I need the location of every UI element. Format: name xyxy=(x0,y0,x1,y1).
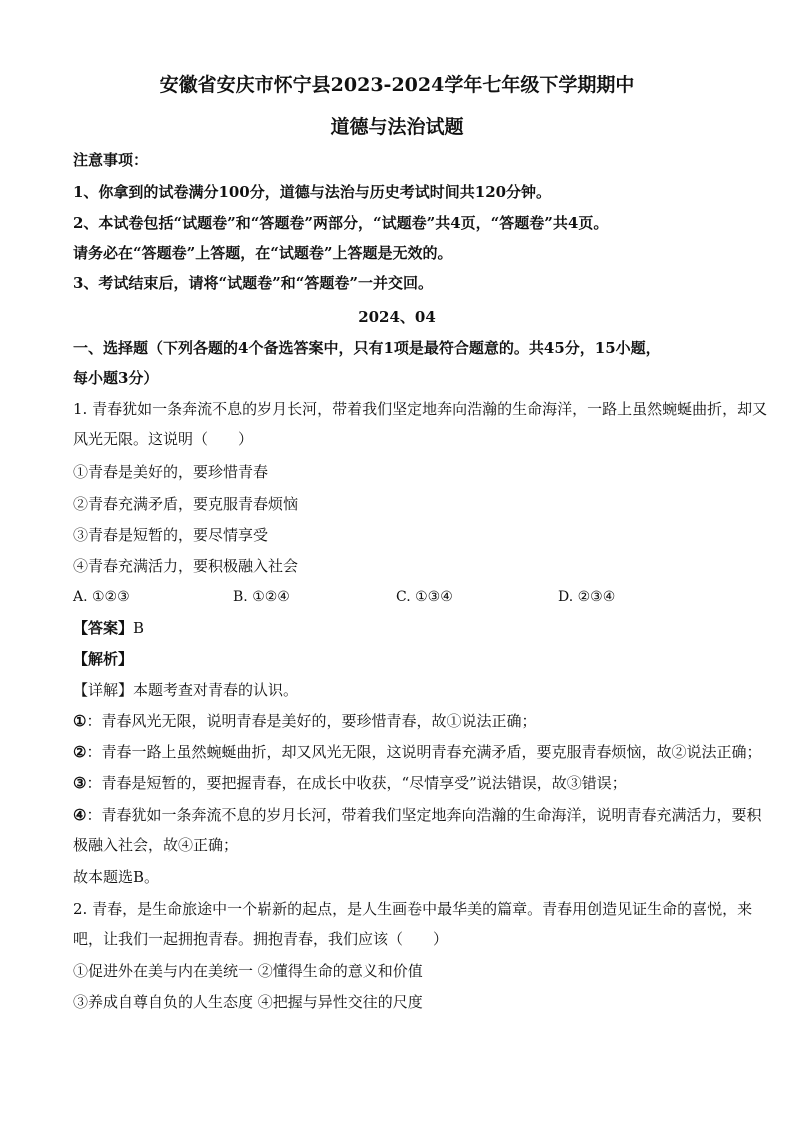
analysis-tag: 【解析】 xyxy=(73,650,134,668)
explanation-3 xyxy=(73,773,627,793)
explanation-3-text: ：青春是短暂的，要把握青春，在成长中收获，“尽情享受”说法错误，故③错误； xyxy=(86,774,627,792)
explanation-2-text: ：青春一路上虽然蜿蜒曲折，却又风光无限，这说明青春充满矛盾，要克服青春烦恼，故②说法正确； xyxy=(86,743,762,761)
question-1-option-d: D. ②③④ xyxy=(558,589,616,605)
answer-tag: 【答案】 xyxy=(73,619,134,637)
explanation-4-text: ：青春犹如一条奔流不息的岁月长河，带着我们坚定地奔向浩瀚的生命海洋，说明青春充满活力，要积 xyxy=(86,806,762,824)
answer-value: B xyxy=(133,619,145,637)
question-1-conclusion: 故本题选B。 xyxy=(73,868,160,886)
exam-subject-title: 道德与法治试题 xyxy=(330,116,464,138)
question-1-answer xyxy=(73,618,144,638)
question-2-statements-1-2: ①促进外在美与内在美统一 ②懂得生命的意义和价值 xyxy=(73,962,423,980)
detail-text: 本题考查对青春的认识。 xyxy=(133,681,299,699)
detail-tag: 【详解】 xyxy=(73,681,134,699)
question-2-stem-continued: 吧，让我们一起拥抱青春。拥抱青春，我们应该（ ） xyxy=(73,930,449,948)
explanation-1-text: ：青春风光无限，说明青春是美好的，要珍惜青春，故①说法正确； xyxy=(86,712,537,730)
note-item-3: 3、考试结束后，请将“试题卷”和“答题卷”一并交回。 xyxy=(73,274,433,292)
note-item-2-continued: 请务必在“答题卷”上答题，在“试题卷”上答题是无效的。 xyxy=(73,244,453,262)
question-1-statement-3: ③青春是短暂的，要尽情享受 xyxy=(73,526,269,544)
notes-heading: 注意事项： xyxy=(73,151,149,169)
question-1-statement-2: ②青春充满矛盾，要克服青春烦恼 xyxy=(73,495,299,513)
question-1-option-a: A. ①②③ xyxy=(73,589,130,605)
explanation-1 xyxy=(73,711,536,731)
section-title-continued: 每小题3分） xyxy=(73,369,159,387)
question-1-option-c: C. ①③④ xyxy=(396,589,453,605)
question-1-statement-1: ①青春是美好的，要珍惜青春 xyxy=(73,463,269,481)
question-2-stem: 2. 青春，是生命旅途中一个崭新的起点，是人生画卷中最华美的篇章。青春用创造见证生命的喜悦，来 xyxy=(73,900,753,918)
question-1-stem-continued: 风光无限。这说明（ ） xyxy=(73,430,254,448)
explanation-2-mark: ② xyxy=(73,743,87,761)
explanation-2 xyxy=(73,742,761,762)
question-1-statement-4: ④青春充满活力，要积极融入社会 xyxy=(73,557,299,575)
question-2-statements-3-4: ③养成自尊自负的人生态度 ④把握与异性交往的尺度 xyxy=(73,993,423,1011)
exam-title: 安徽省安庆市怀宁县2023-2024学年七年级下学期期中 xyxy=(159,74,635,96)
question-1-stem: 1. 青春犹如一条奔流不息的岁月长河，带着我们坚定地奔向浩瀚的生命海洋，一路上虽然蜿蜒曲折，却又 xyxy=(73,400,768,418)
question-1-option-b: B. ①②④ xyxy=(233,589,290,605)
note-item-1: 1、你拿到的试卷满分100分，道德与法治与历史考试时间共120分钟。 xyxy=(73,183,552,201)
note-item-2: 2、本试卷包括“试题卷”和“答题卷”两部分，“试题卷”共4页，“答题卷”共4页。 xyxy=(73,214,609,232)
explanation-1-mark: ① xyxy=(73,712,87,730)
explanation-4 xyxy=(73,805,761,825)
exam-date: 2024、04 xyxy=(358,308,436,326)
explanation-3-mark: ③ xyxy=(73,774,87,792)
explanation-4-mark: ④ xyxy=(73,806,87,824)
section-title: 一、选择题（下列各题的4个备选答案中，只有1项是最符合题意的。共45分，15小题， xyxy=(73,339,661,357)
detail-intro xyxy=(73,680,298,700)
explanation-4-continued: 极融入社会，故④正确； xyxy=(73,836,239,854)
